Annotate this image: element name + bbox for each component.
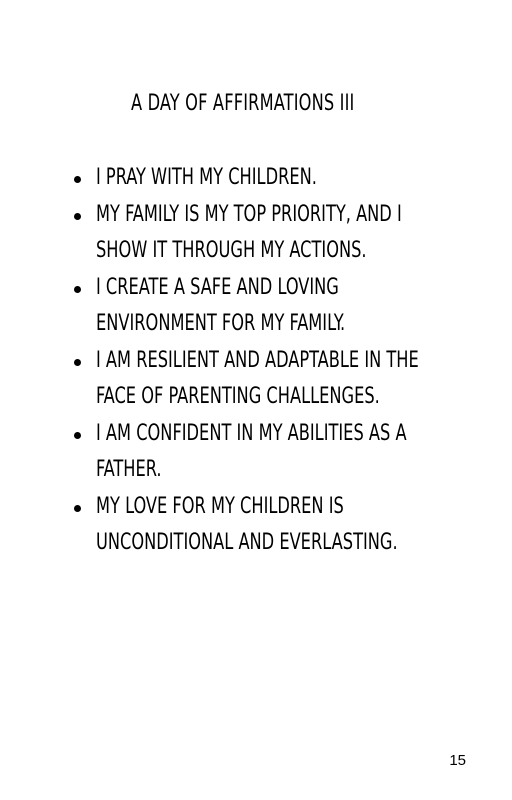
affirmation-line: I AM RESILIENT AND ADAPTABLE IN THE	[96, 347, 419, 373]
bullet-icon	[74, 176, 81, 183]
page-title: A DAY OF AFFIRMATIONS III	[131, 91, 355, 116]
affirmation-item	[72, 270, 472, 343]
affirmation-line: UNCONDITIONAL AND EVERLASTING.	[96, 530, 398, 555]
affirmation-list	[72, 160, 472, 562]
affirmation-item	[72, 160, 472, 197]
bullet-icon	[74, 213, 81, 220]
affirmation-line: MY FAMILY IS MY TOP PRIORITY, AND I	[96, 201, 402, 227]
bullet-icon	[74, 505, 81, 512]
affirmation-line: MY LOVE FOR MY CHILDREN IS	[96, 493, 344, 519]
affirmation-line: SHOW IT THROUGH MY ACTIONS.	[96, 238, 367, 263]
bullet-icon	[74, 359, 81, 366]
affirmation-line: FATHER.	[96, 457, 162, 482]
affirmation-line: FACE OF PARENTING CHALLENGES.	[96, 384, 380, 409]
affirmation-line: I PRAY WITH MY CHILDREN.	[96, 165, 317, 190]
affirmation-line: I AM CONFIDENT IN MY ABILITIES AS A	[96, 420, 407, 446]
affirmation-item	[72, 197, 472, 270]
bullet-icon	[74, 432, 81, 439]
page-number: 15	[449, 752, 466, 769]
affirmation-item	[72, 489, 472, 562]
affirmation-item	[72, 343, 472, 416]
affirmation-item	[72, 416, 472, 489]
bullet-icon	[74, 286, 81, 293]
affirmation-line: I CREATE A SAFE AND LOVING	[96, 274, 339, 300]
affirmation-line: ENVIRONMENT FOR MY FAMILY.	[96, 311, 346, 336]
